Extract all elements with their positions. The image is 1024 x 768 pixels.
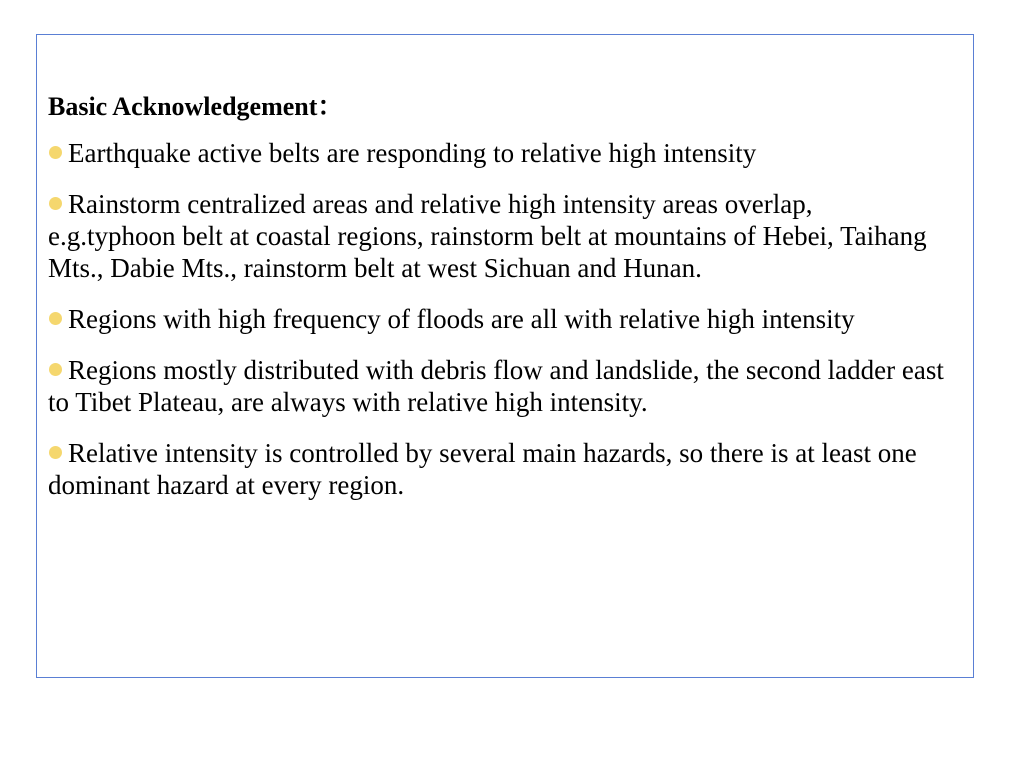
slide-heading: Basic Acknowledgement：: [48, 92, 344, 121]
bullet-item: [48, 354, 945, 418]
bullet-icon: [49, 197, 62, 210]
bullet-list: [48, 137, 945, 501]
bullet-text: Earthquake active belts are responding to relative high intensity: [68, 138, 757, 168]
content-text-box: [36, 34, 974, 678]
bullet-text: Relative intensity is controlled by several main hazards, so there is at least one dominant hazard at every region.: [48, 438, 917, 500]
bullet-icon: [49, 312, 62, 325]
bullet-text: Regions mostly distributed with debris flow and landslide, the second ladder east to Tibet Plateau, are always with relative high intensity.: [48, 355, 944, 417]
bullet-item: [48, 437, 945, 501]
bullet-text: Rainstorm centralized areas and relative high intensity areas overlap, e.g.typhoon belt at coastal regions, rainstorm belt at mountains of Hebei, Taihang Mts., Dabie Mts., rainstorm belt at west Sichuan and Hunan.: [48, 189, 927, 283]
bullet-item: [48, 303, 945, 335]
bullet-icon: [49, 146, 62, 159]
bullet-icon: [49, 446, 62, 459]
bullet-text: Regions with high frequency of floods are all with relative high intensity: [68, 304, 855, 334]
bullet-item: [48, 188, 945, 284]
bullet-icon: [49, 363, 62, 376]
bullet-item: [48, 137, 945, 169]
